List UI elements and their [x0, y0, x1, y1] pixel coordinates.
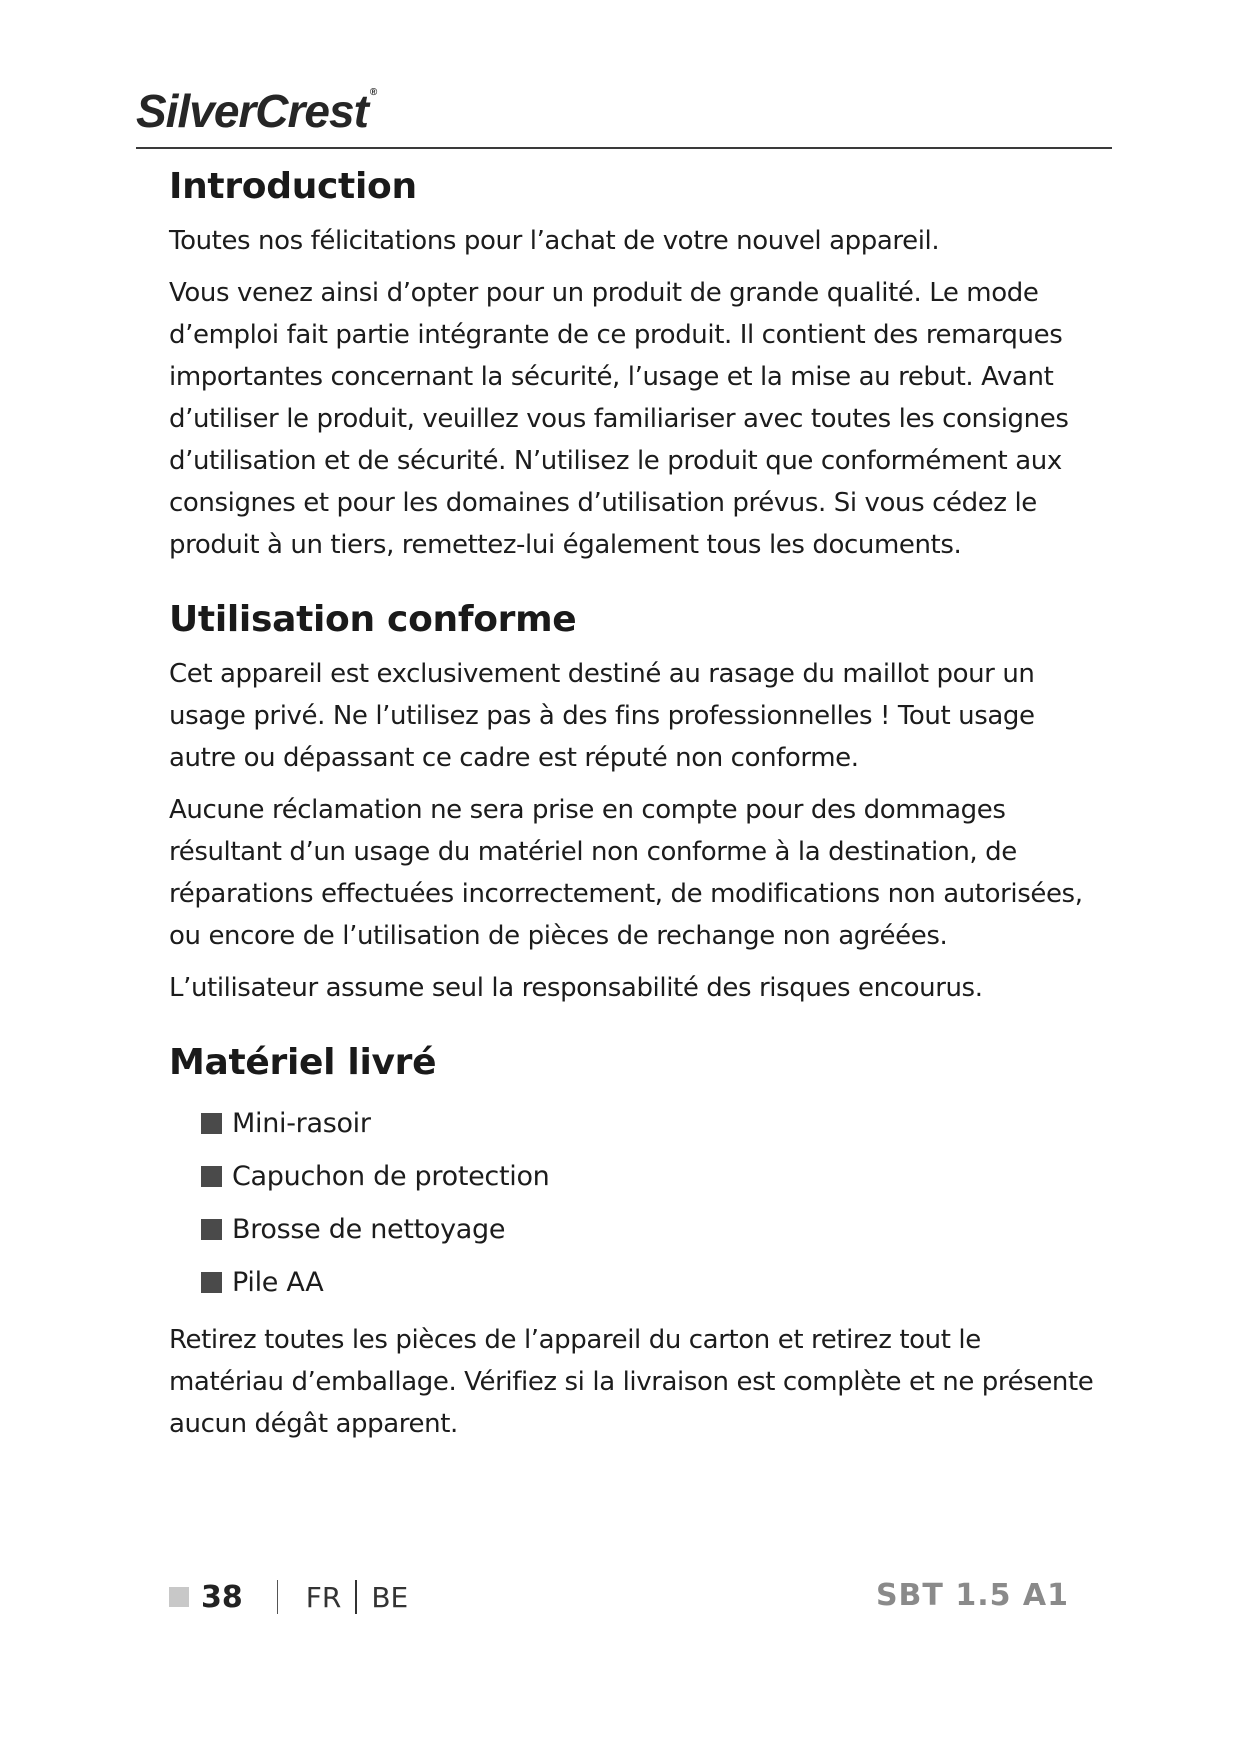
- delivery-contents-list: [201, 1097, 1099, 1309]
- square-bullet-icon: [201, 1219, 222, 1240]
- utilisation-paragraph-3: L’utilisateur assume seul la responsabilité des risques encourus.: [169, 973, 983, 1004]
- list-item: [201, 1097, 1099, 1150]
- language-code-be: BE: [371, 1580, 409, 1614]
- list-item-label: Capuchon de protection: [232, 1160, 550, 1192]
- footer-square-icon: [169, 1587, 189, 1607]
- header-rule: [136, 147, 1112, 149]
- list-item-label: Brosse de nettoyage: [232, 1213, 506, 1245]
- introduction-paragraph-2: Vous venez ainsi d’opter pour un produit de grande qualité. Le mode d’emploi fait partie intégrante de ce produit. Il contient des remarques importantes concernant la sécurité, l’usage et la mise au rebut. Avant d’utiliser le produit, veuillez vous familiariser avec toutes les consignes d’utilisation et de sécurité. N’utilisez le produit que conformément aux consignes et pour les domaines d’utilisation prévus. Si vous cédez le produit à un tiers, remettez-lui également tous les documents.: [169, 278, 1069, 561]
- silvercrest-logo: [136, 85, 377, 137]
- list-item-label: Pile AA: [232, 1266, 324, 1298]
- page-footer: [169, 1572, 1069, 1622]
- list-item: [201, 1203, 1099, 1256]
- list-item: [201, 1150, 1099, 1203]
- page-content: [169, 165, 1099, 1445]
- introduction-paragraph-1: Toutes nos félicitations pour l’achat de votre nouvel appareil.: [169, 226, 940, 257]
- utilisation-paragraph-1: Cet appareil est exclusivement destiné au rasage du maillot pour un usage privé. Ne l’utilisez pas à des fins professionnelles ! Tout usage autre ou dépassant ce cadre est réputé non conforme.: [169, 659, 1035, 774]
- logo-text: SilverCrest: [136, 85, 368, 137]
- materiel-heading: Matériel livré: [169, 1042, 437, 1084]
- page-number: 38: [201, 1579, 243, 1615]
- materiel-paragraph-1: Retirez toutes les pièces de l’appareil du carton et retirez tout le matériau d’emballage. Vérifiez si la livraison est complète et ne présente aucun dégât apparent.: [169, 1324, 1094, 1439]
- list-item: [201, 1256, 1099, 1309]
- square-bullet-icon: [201, 1113, 222, 1134]
- utilisation-paragraph-2: Aucune réclamation ne sera prise en compte pour des dommages résultant d’un usage du matériel non conforme à la destination, de réparations effectuées incorrectement, de modifications non autorisées, ou encore de l’utilisation de pièces de rechange non agréées.: [169, 795, 1083, 952]
- list-item-label: Mini-rasoir: [232, 1107, 371, 1139]
- square-bullet-icon: [201, 1166, 222, 1187]
- registered-mark: ®: [369, 87, 377, 98]
- introduction-heading: Introduction: [169, 166, 417, 207]
- utilisation-heading: Utilisation conforme: [169, 599, 577, 641]
- model-number: SBT 1.5 A1: [875, 1578, 1069, 1613]
- language-code-fr: FR: [305, 1580, 342, 1614]
- footer-divider: [277, 1580, 278, 1614]
- square-bullet-icon: [201, 1272, 222, 1293]
- language-divider: [355, 1580, 357, 1614]
